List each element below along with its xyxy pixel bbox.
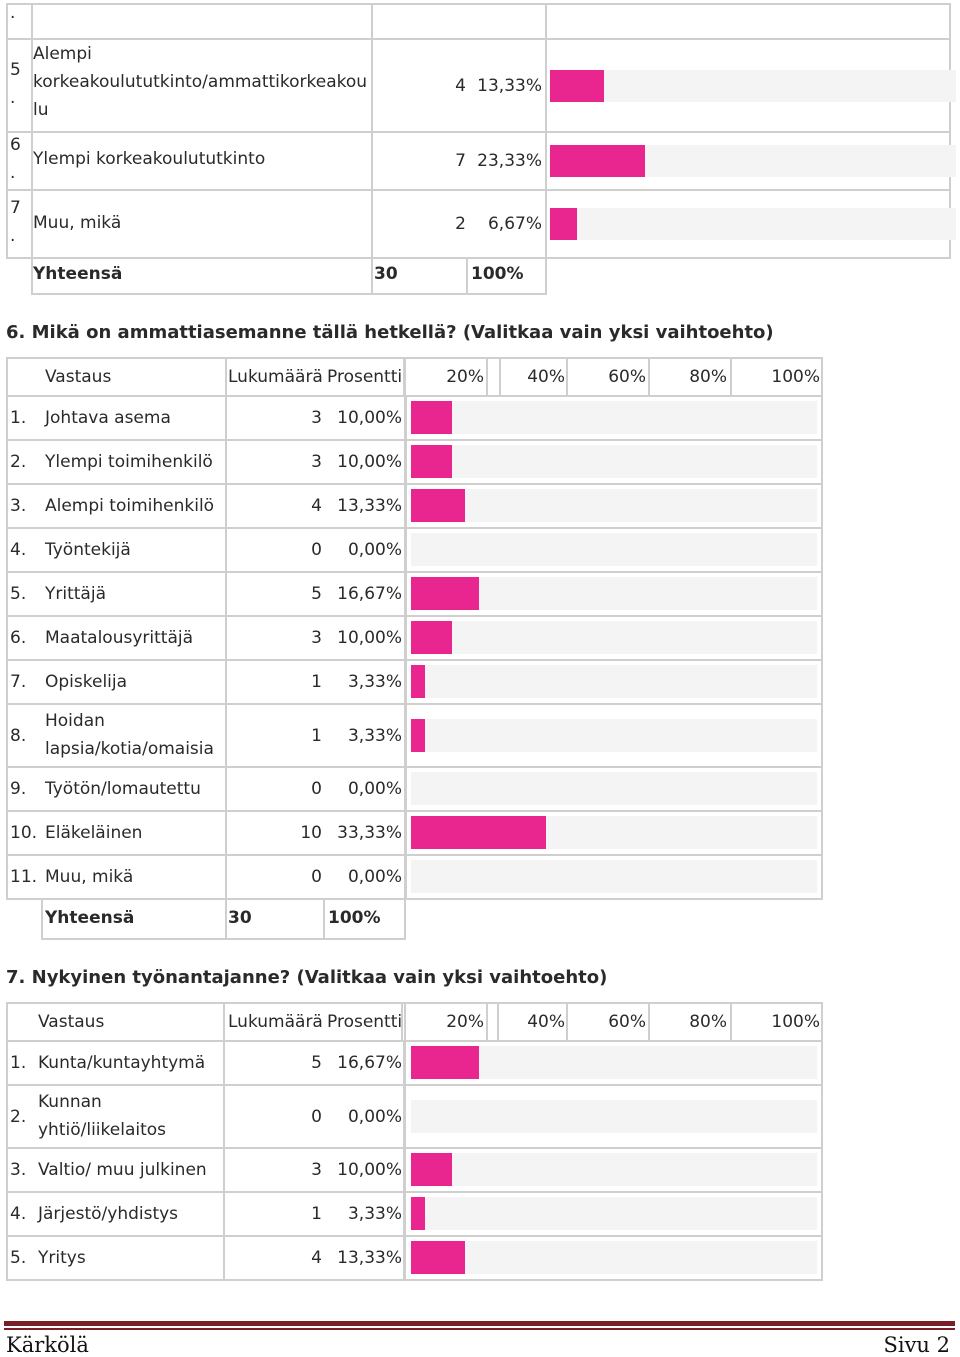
count-value: 1 (311, 672, 322, 692)
row-number: 5 . (10, 59, 21, 108)
percent-value: 23,33% (477, 151, 542, 171)
answer-label: Muu, mikä (33, 213, 122, 233)
total-label: Yhteensä (33, 264, 123, 284)
count-value: 1 (311, 725, 322, 746)
answer-label: Hoidan lapsia/kotia/omaisia (45, 711, 214, 759)
percent-value: 3,33% (347, 725, 402, 746)
percent-value: 10,00% (337, 1160, 402, 1180)
axis-tick-label: 60% (608, 367, 646, 387)
table-cell (371, 3, 547, 40)
count-value: 4 (455, 75, 466, 96)
axis-tick-label: 80% (689, 1012, 727, 1032)
bar (411, 665, 425, 698)
bar-track (411, 1241, 817, 1274)
bar (411, 1046, 479, 1079)
footer-left: Kärkölä (6, 1333, 89, 1357)
table-cell (31, 3, 373, 40)
percent-value: 6,67% (487, 214, 542, 234)
bar-track (411, 621, 817, 654)
answer-label: Alempi korkeakoulututkinto/ammattikorkeakou lu (33, 44, 368, 120)
total-percent: 100% (328, 908, 381, 928)
bar (411, 401, 452, 434)
row-number: 3. (10, 496, 27, 516)
percent-value: 0,00% (347, 540, 402, 560)
axis-tick-label: 40% (527, 1012, 565, 1032)
bar (411, 1241, 465, 1274)
bar-track (411, 445, 817, 478)
header-cell (6, 357, 227, 397)
answer-label: Eläkeläinen (45, 823, 143, 843)
bar (550, 145, 645, 177)
percent-value: 13,33% (477, 75, 542, 96)
percent-value: 3,33% (347, 672, 402, 692)
count-value: 4 (311, 1248, 322, 1268)
bar-track (550, 70, 956, 102)
row-number: 1. (10, 1053, 27, 1073)
bar-track (411, 489, 817, 522)
bar (411, 489, 465, 522)
answer-label: Johtava asema (45, 408, 171, 428)
axis-tick-label: 40% (527, 367, 565, 387)
count-value: 0 (311, 867, 322, 887)
bar (411, 1197, 425, 1230)
answer-label: Työtön/lomautettu (45, 779, 201, 799)
bar-track (411, 1153, 817, 1186)
bar-track (411, 719, 817, 752)
axis-tick-label: 20% (446, 367, 484, 387)
count-value: 3 (311, 1160, 322, 1180)
answer-label: Maatalousyrittäjä (45, 628, 194, 648)
percent-value: 10,00% (337, 408, 402, 428)
percent-value: 10,00% (337, 452, 402, 472)
answer-label: Kunta/kuntayhtymä (38, 1053, 206, 1073)
question-title: 6. Mikä on ammattiasemanne tällä hetkellä? (Valitkaa vain yksi vaihtoehto) (6, 322, 774, 343)
count-value: 5 (311, 584, 322, 604)
row-number: 2. (10, 452, 27, 472)
row-number: 9. (10, 779, 27, 799)
count-value: 1 (311, 1204, 322, 1224)
bar-track (411, 533, 817, 566)
bar-track (411, 772, 817, 805)
axis-tick-label: 100% (771, 1012, 820, 1032)
row-number: 11. (10, 867, 38, 887)
footer-rule (4, 1328, 955, 1330)
total-count: 30 (228, 908, 252, 928)
row-number: . (10, 3, 16, 23)
answer-label: Kunnan yhtiö/liikelaitos (38, 1092, 167, 1140)
bar (411, 816, 546, 849)
answer-label: Yrittäjä (45, 584, 106, 604)
row-number: 7. (10, 672, 27, 692)
answer-label: Järjestö/yhdistys (38, 1204, 179, 1224)
bar-track (411, 1197, 817, 1230)
bar (411, 719, 425, 752)
count-value: 10 (300, 823, 322, 843)
bar (411, 445, 452, 478)
percent-value: 33,33% (337, 823, 402, 843)
row-number: 3. (10, 1160, 27, 1180)
bar-track (411, 401, 817, 434)
row-number: 5. (10, 584, 27, 604)
column-header: Vastaus (38, 1012, 105, 1032)
percent-value: 16,67% (337, 1053, 402, 1073)
answer-label: Ylempi korkeakoulututkinto (33, 149, 266, 169)
total-count: 30 (374, 264, 398, 284)
column-header: Prosentti (327, 1012, 403, 1032)
column-header: Prosentti (327, 367, 403, 387)
answer-label: Opiskelija (45, 672, 128, 692)
table-row (6, 571, 227, 617)
column-header: Lukumäärä (228, 367, 323, 387)
answer-label: Ylempi toimihenkilö (45, 452, 213, 472)
percent-value: 13,33% (337, 1248, 402, 1268)
row-number: 7 . (10, 198, 21, 246)
bar-track (411, 860, 817, 893)
count-value: 4 (311, 496, 322, 516)
count-value: 5 (311, 1053, 322, 1073)
bar (411, 1153, 452, 1186)
row-number: 2. (10, 1106, 27, 1127)
answer-label: Muu, mikä (45, 867, 134, 887)
answer-label: Yritys (38, 1248, 86, 1268)
percent-value: 10,00% (337, 628, 402, 648)
count-value: 7 (455, 151, 466, 171)
row-number: 10. (10, 823, 38, 843)
column-header: Lukumäärä (228, 1012, 323, 1032)
row-number: 5. (10, 1248, 27, 1268)
row-number: 6 . (10, 135, 21, 183)
question-title: 7. Nykyinen työnantajanne? (Valitkaa vain yksi vaihtoehto) (6, 967, 608, 988)
column-header: Vastaus (45, 367, 112, 387)
bar-track (411, 665, 817, 698)
footer-rule (4, 1321, 955, 1326)
count-value: 0 (311, 779, 322, 799)
bar (411, 577, 479, 610)
row-number: 4. (10, 540, 27, 560)
row-number: 4. (10, 1204, 27, 1224)
row-number: 1. (10, 408, 27, 428)
answer-label: Alempi toimihenkilö (45, 496, 215, 516)
percent-value: 0,00% (347, 867, 402, 887)
count-value: 3 (311, 628, 322, 648)
axis-tick-label: 20% (446, 1012, 484, 1032)
count-value: 3 (311, 408, 322, 428)
row-number: 6. (10, 628, 27, 648)
percent-value: 13,33% (337, 496, 402, 516)
bar (550, 208, 577, 240)
axis-tick-label: 100% (771, 367, 820, 387)
axis-tick-label: 60% (608, 1012, 646, 1032)
count-value: 2 (455, 214, 466, 234)
row-number: 8. (10, 725, 27, 746)
bar-track (550, 208, 956, 240)
bar (411, 621, 452, 654)
footer-right: Sivu 2 (883, 1333, 950, 1357)
axis-tick-label: 80% (689, 367, 727, 387)
percent-value: 3,33% (347, 1204, 402, 1224)
percent-value: 16,67% (337, 584, 402, 604)
total-percent: 100% (471, 264, 524, 284)
percent-value: 0,00% (347, 779, 402, 799)
count-value: 0 (311, 1106, 322, 1127)
total-label: Yhteensä (45, 908, 135, 928)
bar (550, 70, 604, 102)
percent-value: 0,00% (347, 1106, 402, 1127)
count-value: 0 (311, 540, 322, 560)
table-cell (545, 3, 951, 40)
answer-label: Valtio/ muu julkinen (38, 1160, 207, 1180)
answer-label: Työntekijä (45, 540, 131, 560)
bar-track (411, 1100, 817, 1133)
count-value: 3 (311, 452, 322, 472)
